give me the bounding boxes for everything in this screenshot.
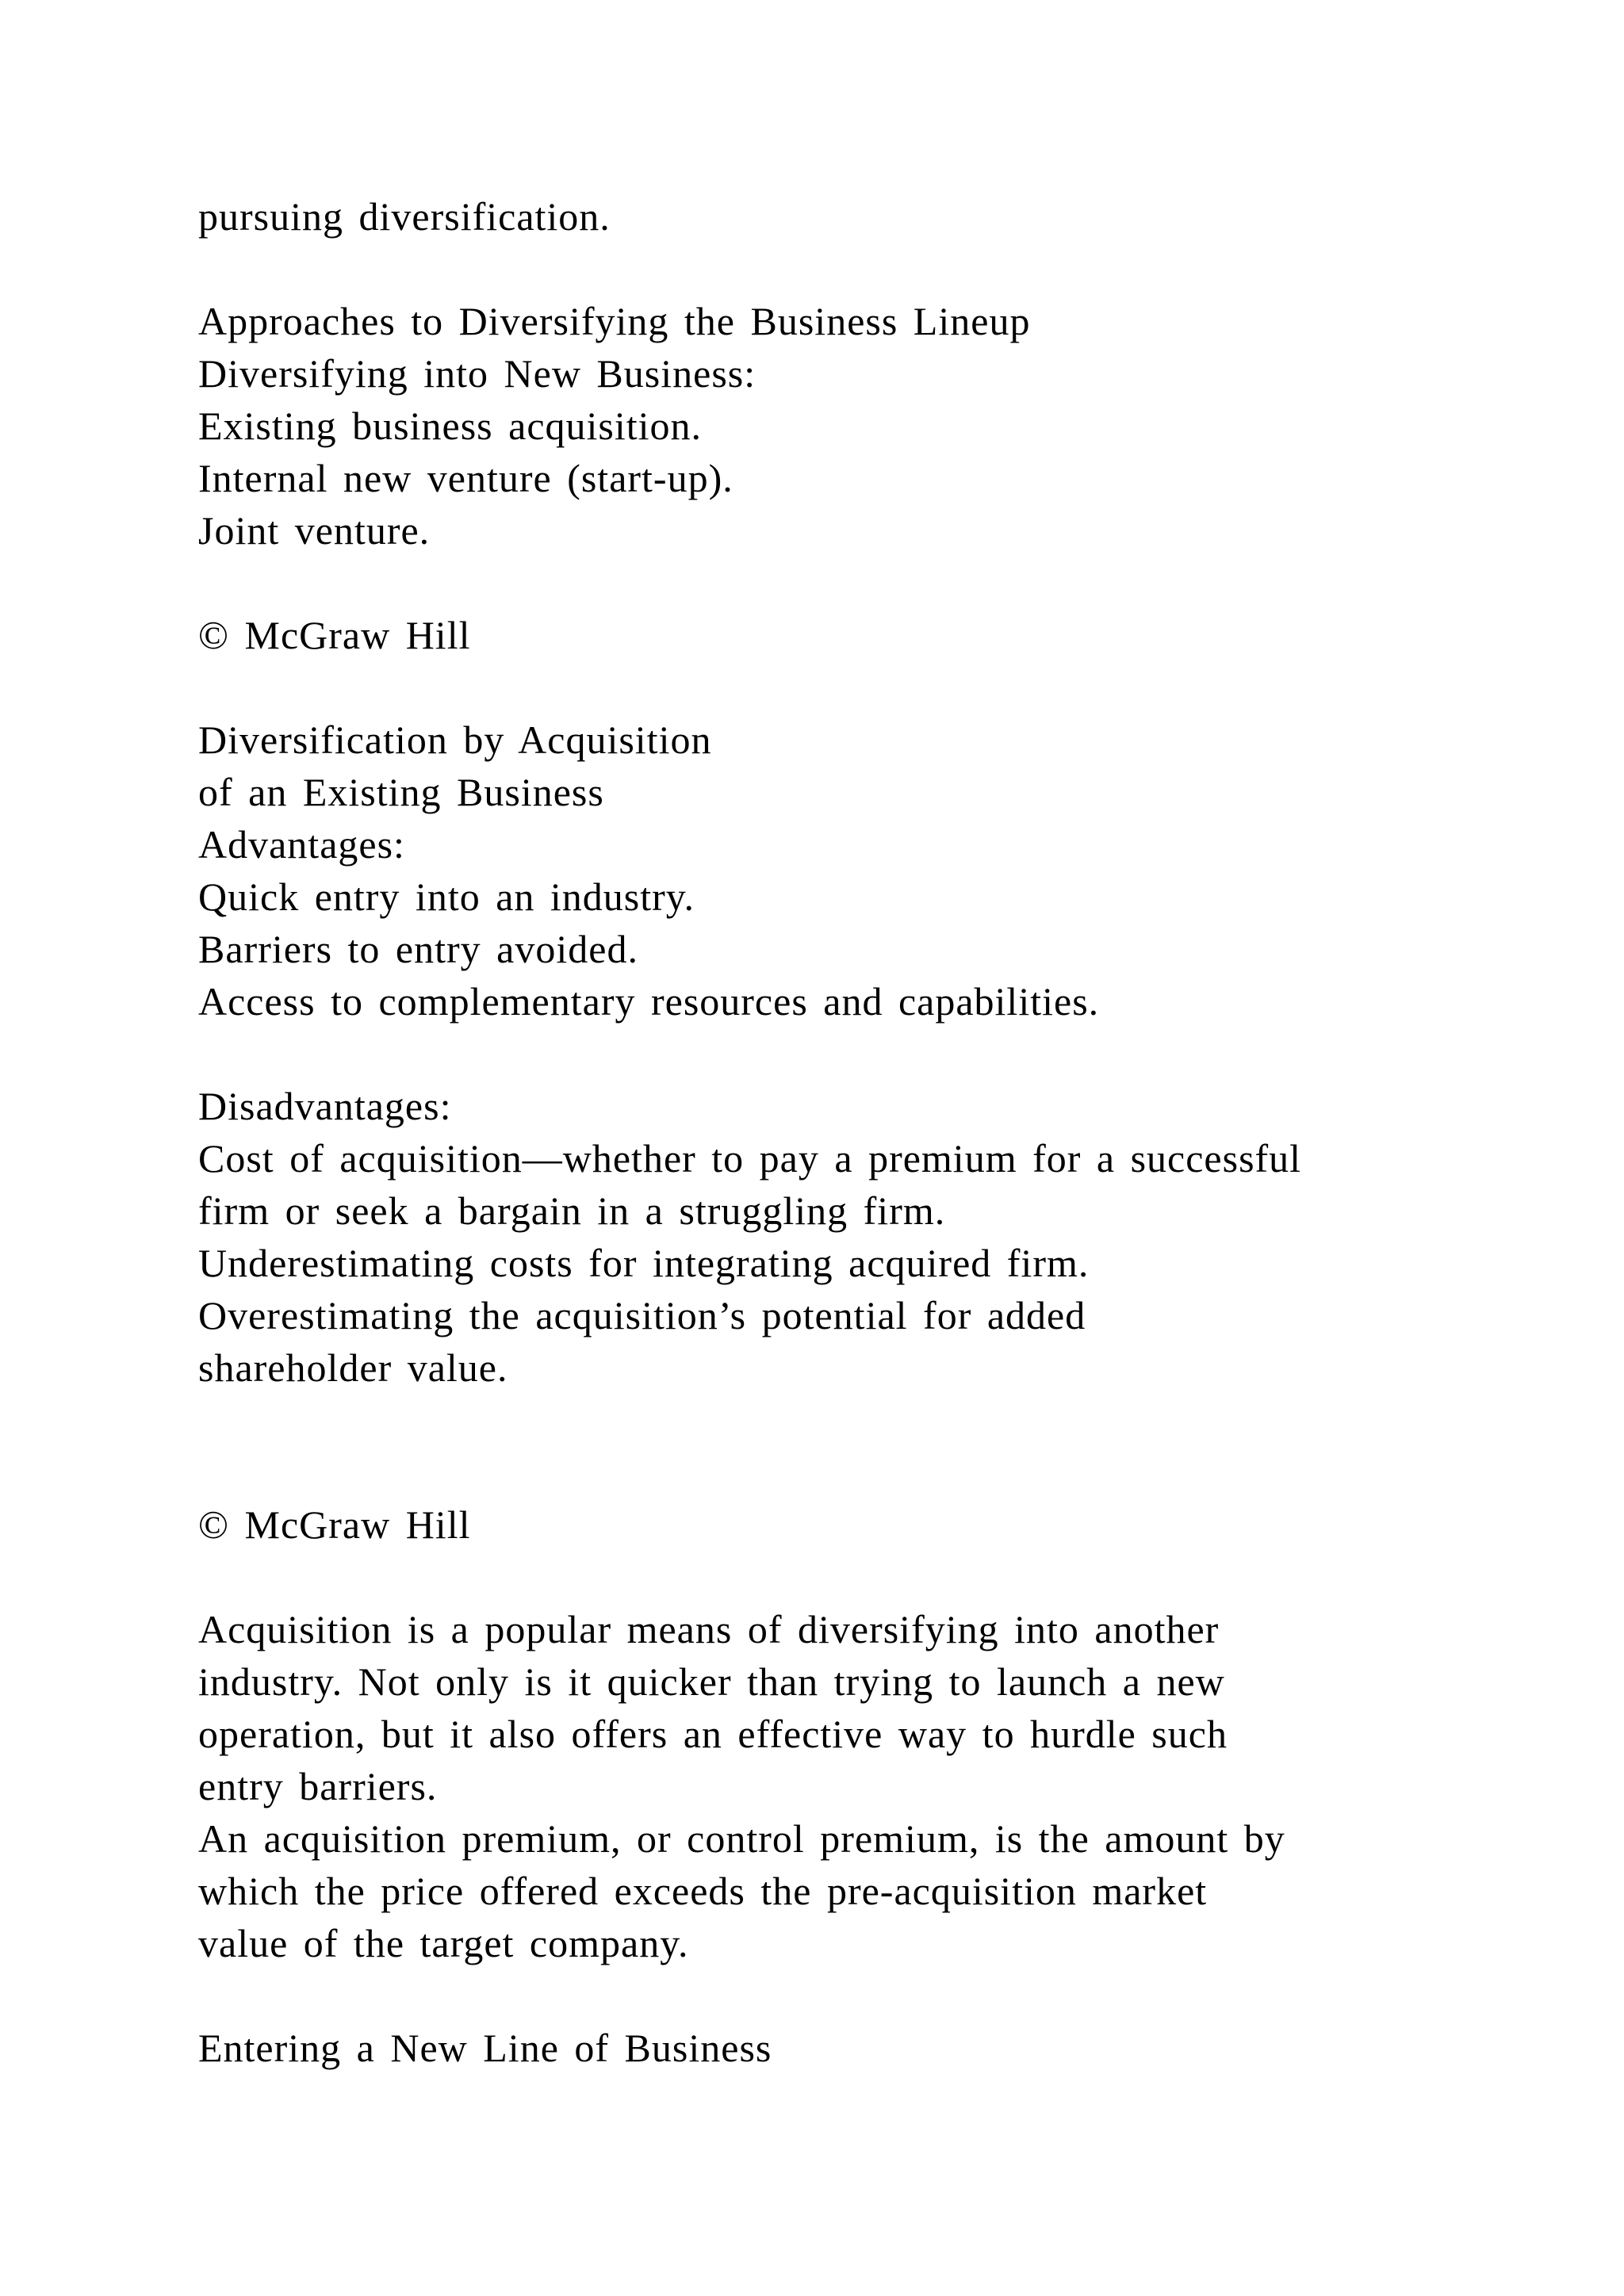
list-item: Barriers to entry avoided. <box>198 927 638 971</box>
section-heading: of an Existing Business <box>198 770 604 814</box>
blank-line <box>198 661 1467 714</box>
list-item: Access to complementary resources and capabilities. <box>198 979 1100 1024</box>
list-item: Existing business acquisition. <box>198 404 703 448</box>
document-page <box>198 190 1467 2074</box>
blank-line <box>198 1394 1467 1446</box>
copyright-notice: © McGraw Hill <box>198 613 471 657</box>
list-item: Underestimating costs for integrating acquired firm. <box>198 1241 1090 1285</box>
text-line: which the price offered exceeds the pre-acquisition market <box>198 1869 1208 1913</box>
text-line: entry barriers. <box>198 1764 438 1808</box>
blank-line <box>198 1551 1467 1603</box>
list-item: Internal new venture (start-up). <box>198 456 733 500</box>
text-line: industry. Not only is it quicker than trying to launch a new <box>198 1659 1225 1704</box>
text-line: value of the target company. <box>198 1921 689 1965</box>
list-item: Quick entry into an industry. <box>198 874 695 919</box>
section-heading: Diversification by Acquisition <box>198 718 712 762</box>
text-line: operation, but it also offers an effective way to hurdle such <box>198 1712 1228 1756</box>
section-heading: Entering a New Line of Business <box>198 2026 772 2070</box>
text-line: Advantages: <box>198 822 405 867</box>
text-line: Disadvantages: <box>198 1084 452 1128</box>
text-line: Diversifying into New Business: <box>198 351 756 396</box>
blank-line <box>198 557 1467 609</box>
copyright-notice: © McGraw Hill <box>198 1502 471 1547</box>
section-heading: Approaches to Diversifying the Business Lineup <box>198 299 1031 343</box>
text-line: Acquisition is a popular means of diversifying into another <box>198 1607 1220 1651</box>
list-item: firm or seek a bargain in a struggling firm. <box>198 1188 946 1233</box>
list-item: Joint venture. <box>198 508 431 553</box>
list-item: Cost of acquisition—whether to pay a premium for a successful <box>198 1136 1302 1181</box>
blank-line <box>198 243 1467 295</box>
blank-line <box>198 1027 1467 1080</box>
text-line: An acquisition premium, or control premium, is the amount by <box>198 1816 1285 1861</box>
text-line: pursuing diversification. <box>198 194 611 239</box>
list-item: shareholder value. <box>198 1345 508 1390</box>
list-item: Overestimating the acquisition’s potential for added <box>198 1293 1086 1337</box>
blank-line <box>198 1969 1467 2022</box>
blank-line <box>198 1446 1467 1498</box>
